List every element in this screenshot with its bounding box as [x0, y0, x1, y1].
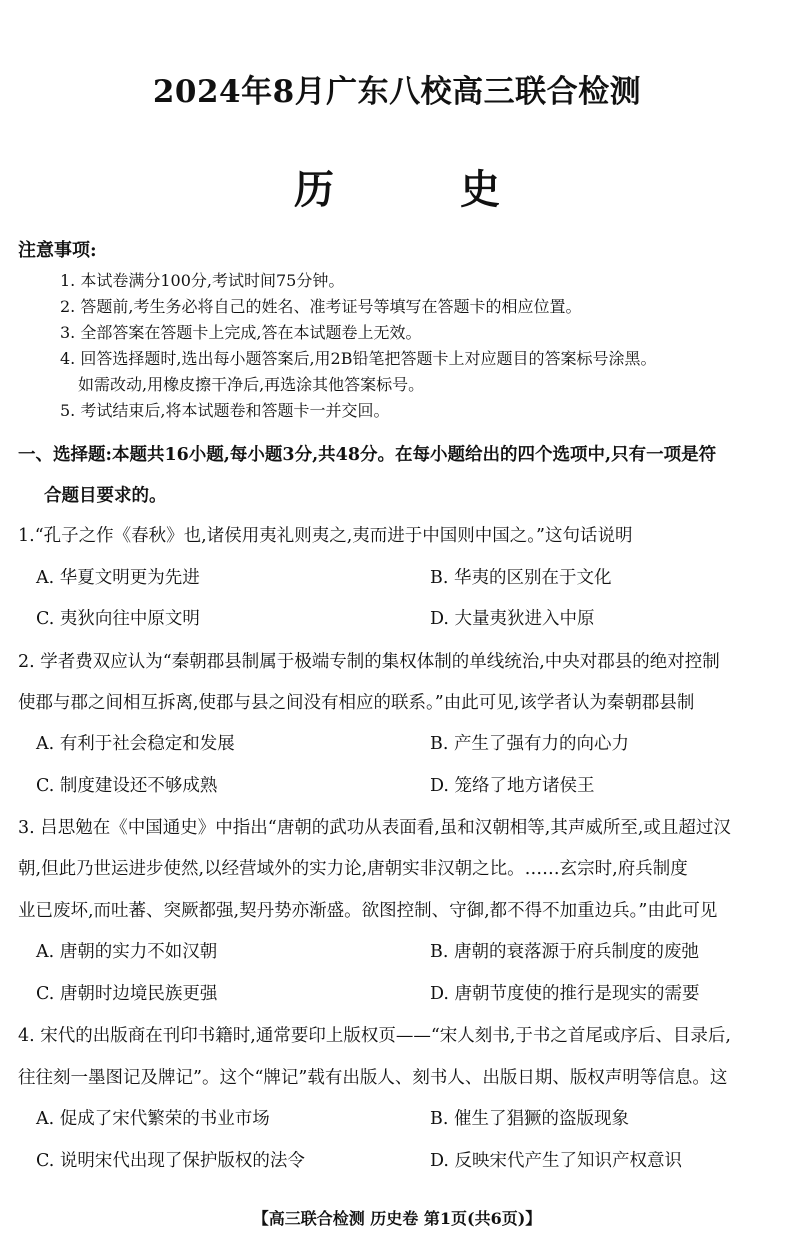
- question-3-stem-cont: 朝,但此乃世运进步使然,以经营域外的实力论,唐朝实非汉朝之比。……玄宗时,府兵制度: [18, 859, 688, 879]
- question-4-option-b: B. 催生了猖獗的盗版现象: [430, 1109, 629, 1129]
- notice-heading: 注意事项:: [18, 240, 97, 261]
- question-4-stem-cont: 往往刻一墨图记及牌记”。这个“牌记”载有出版人、刻书人、出版日期、版权声明等信息。这: [18, 1068, 728, 1088]
- exam-title: 2024年8月广东八校高三联合检测: [152, 74, 642, 110]
- question-3-option-d: D. 唐朝节度使的推行是现实的需要: [430, 984, 700, 1004]
- question-3-option-c: C. 唐朝时边境民族更强: [36, 984, 218, 1004]
- notice-item: 3. 全部答案在答题卡上完成,答在本试题卷上无效。: [60, 323, 422, 342]
- question-2-option-d: D. 笼络了地方诸侯王: [430, 776, 595, 796]
- question-2-option-a: A. 有利于社会稳定和发展: [36, 734, 235, 754]
- notice-item: 1. 本试卷满分100分,考试时间75分钟。: [60, 271, 345, 290]
- question-4-option-a: A. 促成了宋代繁荣的书业市场: [36, 1109, 270, 1129]
- section-heading: 一、选择题:本题共16小题,每小题3分,共48分。在每小题给出的四个选项中,只有一项是符: [18, 445, 717, 465]
- question-1-stem: 1.“孔子之作《春秋》也,诸侯用夷礼则夷之,夷而进于中国则中国之。”这句话说明: [18, 526, 633, 546]
- question-2-option-b: B. 产生了强有力的向心力: [430, 734, 629, 754]
- question-3-stem-cont: 业已废坏,而吐蕃、突厥都强,契丹势亦渐盛。欲图控制、守御,都不得不加重边兵。”由此可见: [18, 901, 718, 921]
- question-3-option-a: A. 唐朝的实力不如汉朝: [36, 942, 218, 962]
- question-3-stem: 3. 吕思勉在《中国通史》中指出“唐朝的武功从表面看,虽和汉朝相等,其声威所至,或且超过汉: [18, 818, 731, 838]
- question-4-option-d: D. 反映宋代产生了知识产权意识: [430, 1151, 683, 1171]
- question-2-stem: 2. 学者费双应认为“秦朝郡县制属于极端专制的集权体制的单线统治,中央对郡县的绝对控制: [18, 652, 720, 672]
- section-heading-cont: 合题目要求的。: [44, 486, 167, 506]
- notice-item: 5. 考试结束后,将本试题卷和答题卡一并交回。: [60, 401, 390, 420]
- notice-item: 2. 答题前,考生务必将自己的姓名、准考证号等填写在答题卡的相应位置。: [60, 297, 582, 316]
- question-4-option-c: C. 说明宋代出现了保护版权的法令: [36, 1151, 305, 1171]
- question-1-option-b: B. 华夷的区别在于文化: [430, 568, 612, 588]
- question-1-option-d: D. 大量夷狄进入中原: [430, 609, 595, 629]
- notice-item: 如需改动,用橡皮擦干净后,再选涂其他答案标号。: [78, 375, 425, 394]
- notice-item: 4. 回答选择题时,选出每小题答案后,用2B铅笔把答题卡上对应题目的答案标号涂黑。: [60, 349, 657, 368]
- question-3-option-b: B. 唐朝的衰落源于府兵制度的废弛: [430, 942, 699, 962]
- question-1-option-a: A. 华夏文明更为先进: [36, 568, 200, 588]
- question-2-option-c: C. 制度建设还不够成熟: [36, 776, 218, 796]
- question-1-option-c: C. 夷狄向往中原文明: [36, 609, 200, 629]
- question-2-stem-cont: 使郡与郡之间相互拆离,使郡与县之间没有相应的联系。”由此可见,该学者认为秦朝郡县制: [18, 693, 695, 713]
- page-footer: 【高三联合检测 历史卷 第1页(共6页)】: [252, 1209, 542, 1228]
- question-4-stem: 4. 宋代的出版商在刊印书籍时,通常要印上版权页——“宋人刻书,于书之首尾或序后、目录后,: [18, 1026, 731, 1046]
- subject-title: 历 史: [294, 166, 536, 213]
